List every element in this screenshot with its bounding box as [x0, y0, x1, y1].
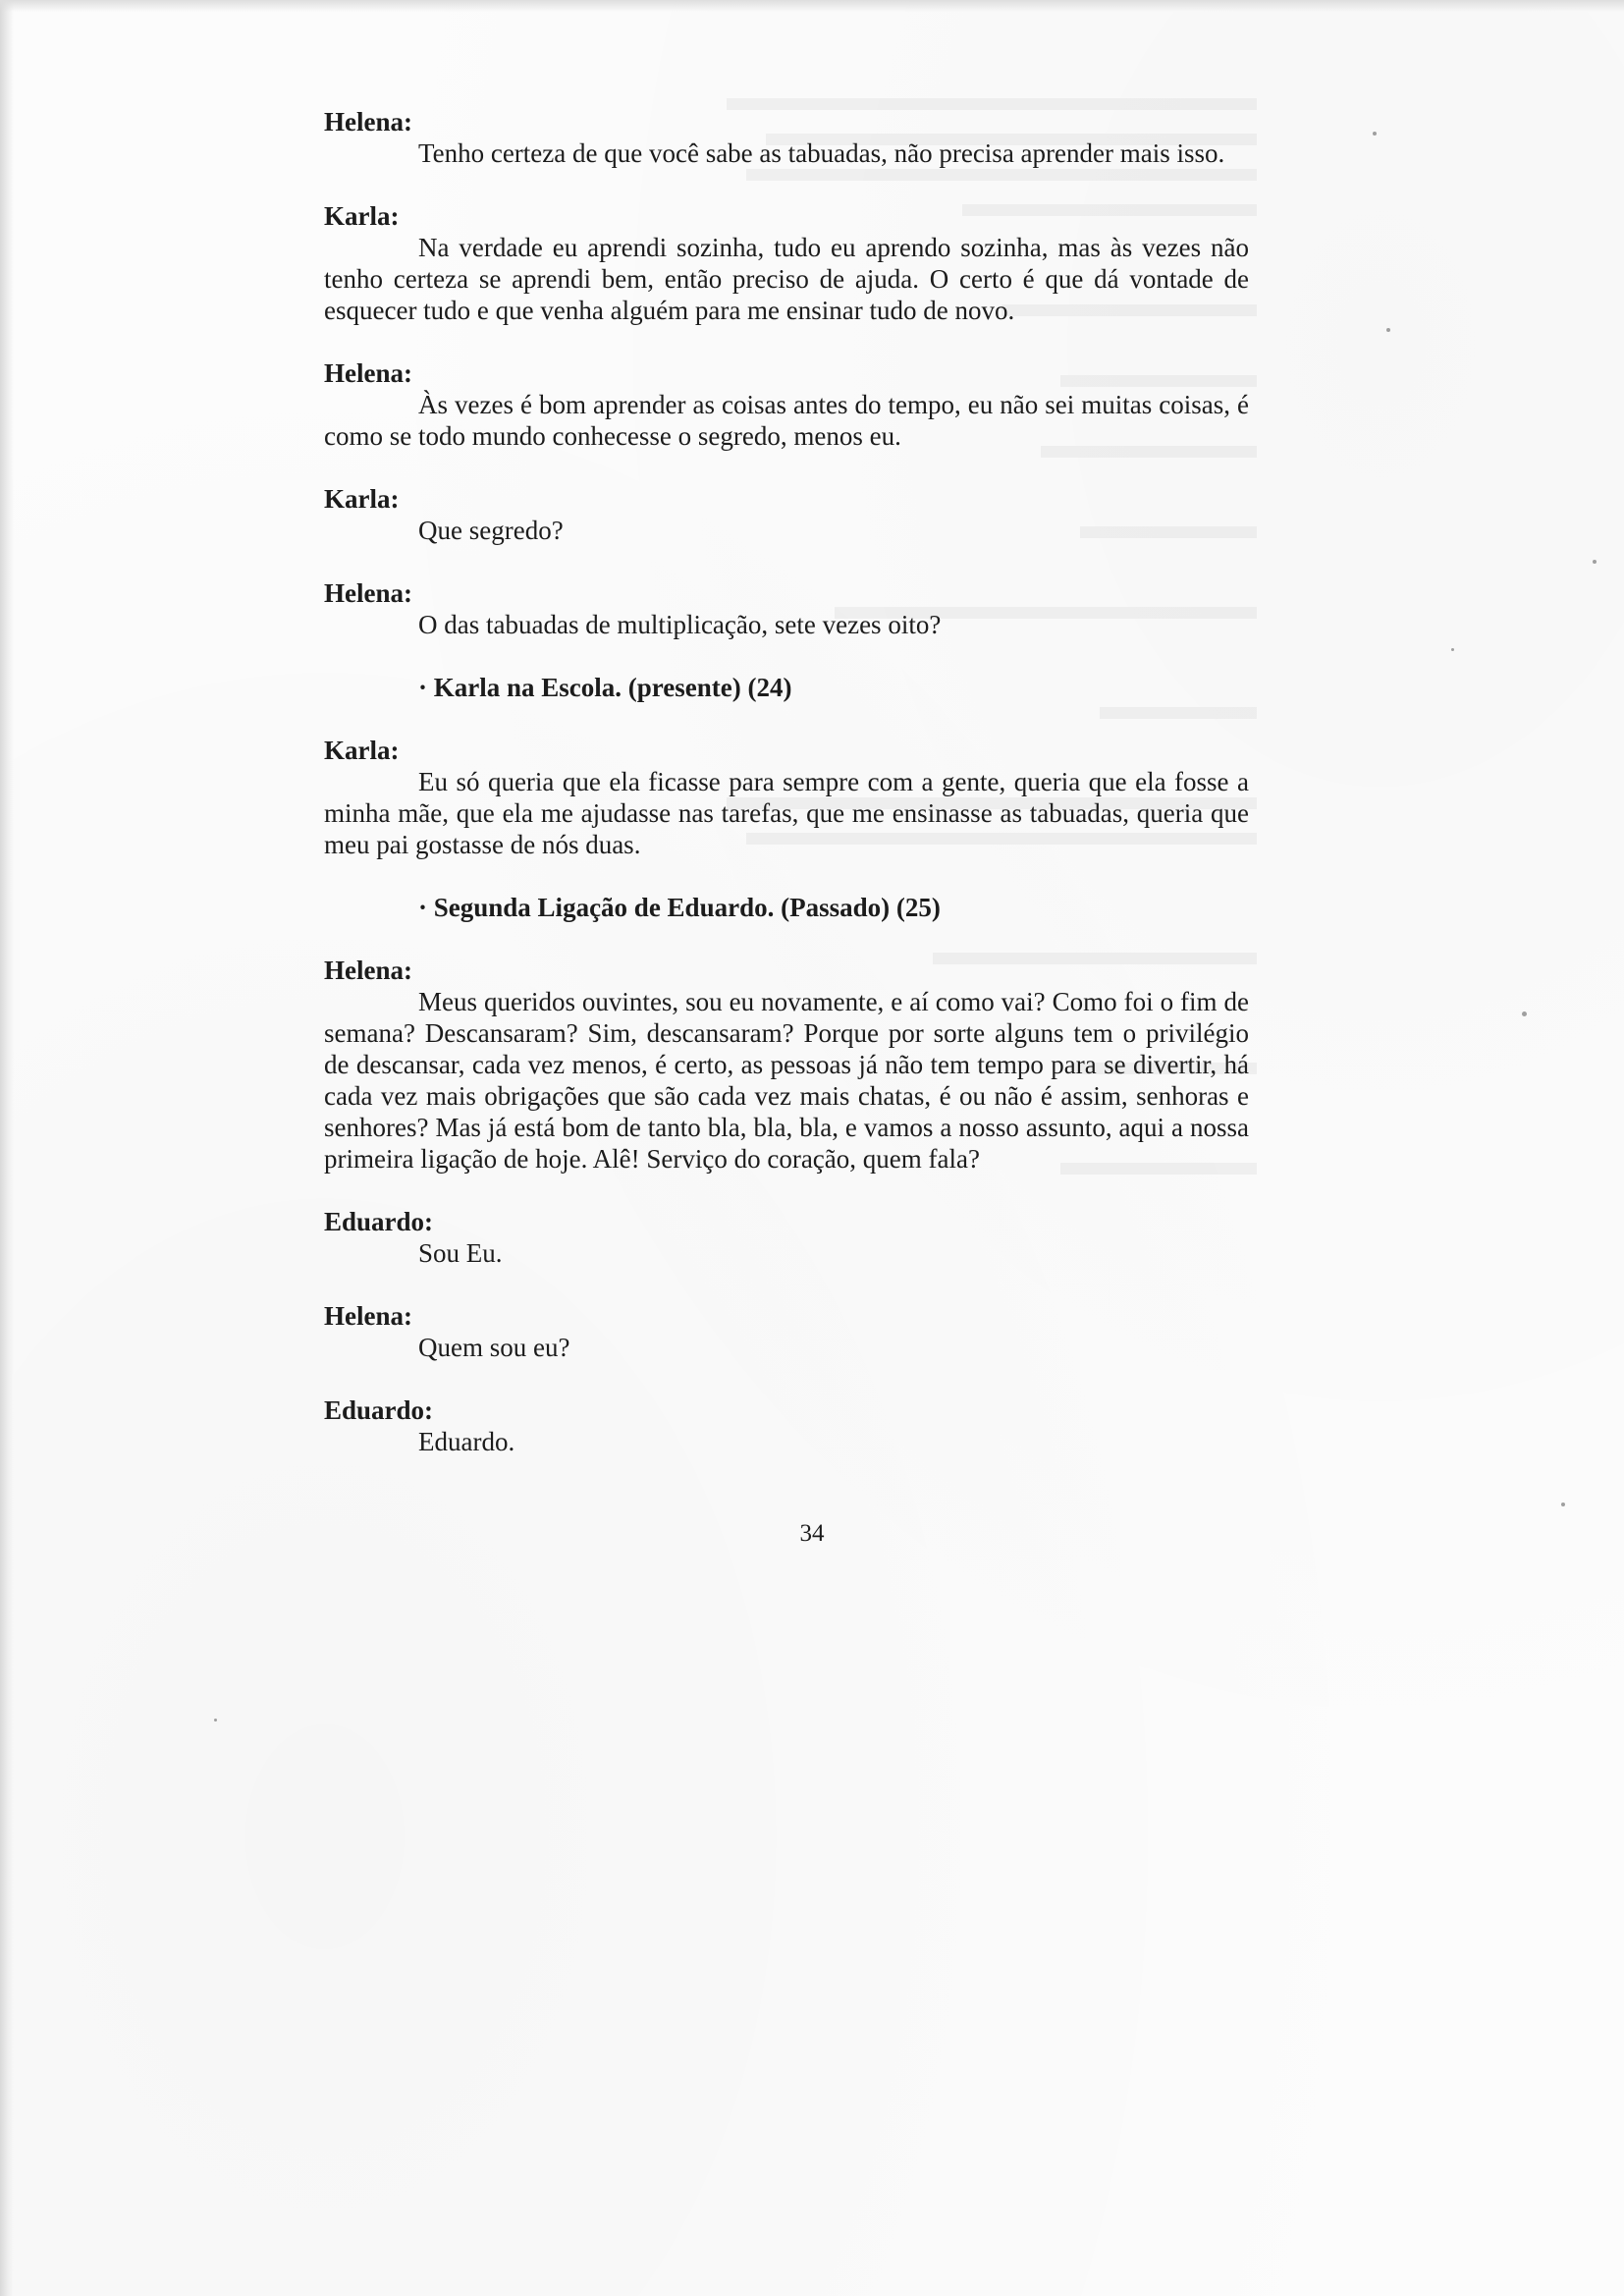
speech-text: Que segredo?	[418, 516, 564, 545]
dialogue-block	[324, 1206, 1249, 1269]
speech-text: Meus queridos ouvintes, sou eu novamente, e aí como vai? Como foi o fim de semana? Descansaram? Sim, descansaram? Porque por sorte alguns tem o privilégio de descansar, cada vez menos, é certo, as pessoas já não tem tempo para se divertir, há cada vez mais obrigações que são cada vez mais chatas, é ou não é assim, senhoras e senhores? Mas já está bom de tanto bla, bla, bla, e vamos a nosso assunto, aqui a nossa primeira ligação de hoje. Alê! Serviço do coração, quem fala?	[324, 987, 1249, 1174]
dialogue-block	[324, 1394, 1249, 1457]
speaker-name: Helena:	[324, 578, 412, 608]
dialogue-block	[324, 106, 1249, 169]
scene-heading: · Karla na Escola. (presente) (24)	[418, 673, 792, 702]
speaker-name: Helena:	[324, 358, 412, 388]
scan-edge-left	[0, 0, 14, 2296]
speech-text: O das tabuadas de multiplicação, sete vezes oito?	[418, 610, 942, 639]
speaker-name: Karla:	[324, 201, 400, 231]
dialogue-block	[324, 735, 1249, 860]
scan-speck	[1522, 1011, 1527, 1016]
speaker-name: Eduardo:	[324, 1395, 434, 1425]
scan-speck	[214, 1719, 217, 1722]
scan-speck	[1373, 132, 1377, 136]
dialogue-block	[324, 357, 1249, 452]
dialogue-block	[324, 577, 1249, 640]
speech-text: Eu só queria que ela ficasse para sempre com a gente, queria que ela fosse a minha mãe, que ela me ajudasse nas tarefas, que me ensinasse as tabuadas, queria que meu pai gostasse de nós duas.	[324, 767, 1249, 859]
script-content	[324, 106, 1249, 1489]
scene-heading: · Segunda Ligação de Eduardo. (Passado) (25)	[418, 893, 941, 922]
speech-text: Na verdade eu aprendi sozinha, tudo eu aprendo sozinha, mas às vezes não tenho certeza se aprendi bem, então preciso de ajuda. O certo é que dá vontade de esquecer tudo e que venha alguém para me ensinar tudo de novo.	[324, 233, 1249, 325]
scan-speck	[1386, 328, 1390, 332]
speaker-name: Helena:	[324, 107, 412, 137]
speech-text: Quem sou eu?	[418, 1333, 570, 1362]
dialogue-block	[324, 200, 1249, 326]
dialogue-block	[324, 1300, 1249, 1363]
speaker-name: Karla:	[324, 484, 400, 514]
speech-text: Às vezes é bom aprender as coisas antes do tempo, eu não sei muitas coisas, é como se todo mundo conhecesse o segredo, menos eu.	[324, 390, 1249, 451]
dialogue-block	[324, 483, 1249, 546]
speech-text: Tenho certeza de que você sabe as tabuadas, não precisa aprender mais isso.	[418, 138, 1225, 168]
scan-speck	[1561, 1503, 1565, 1506]
scan-speck	[1451, 648, 1454, 651]
speech-text: Eduardo.	[418, 1427, 515, 1456]
speaker-name: Karla:	[324, 736, 400, 765]
scan-speck	[1593, 560, 1597, 564]
page-number: 34	[799, 1520, 825, 1547]
scan-edge-top	[0, 0, 1624, 12]
speech-text: Sou Eu.	[418, 1238, 503, 1268]
dialogue-block	[324, 955, 1249, 1175]
speaker-name: Eduardo:	[324, 1207, 434, 1236]
speaker-name: Helena:	[324, 1301, 412, 1331]
speaker-name: Helena:	[324, 956, 412, 985]
